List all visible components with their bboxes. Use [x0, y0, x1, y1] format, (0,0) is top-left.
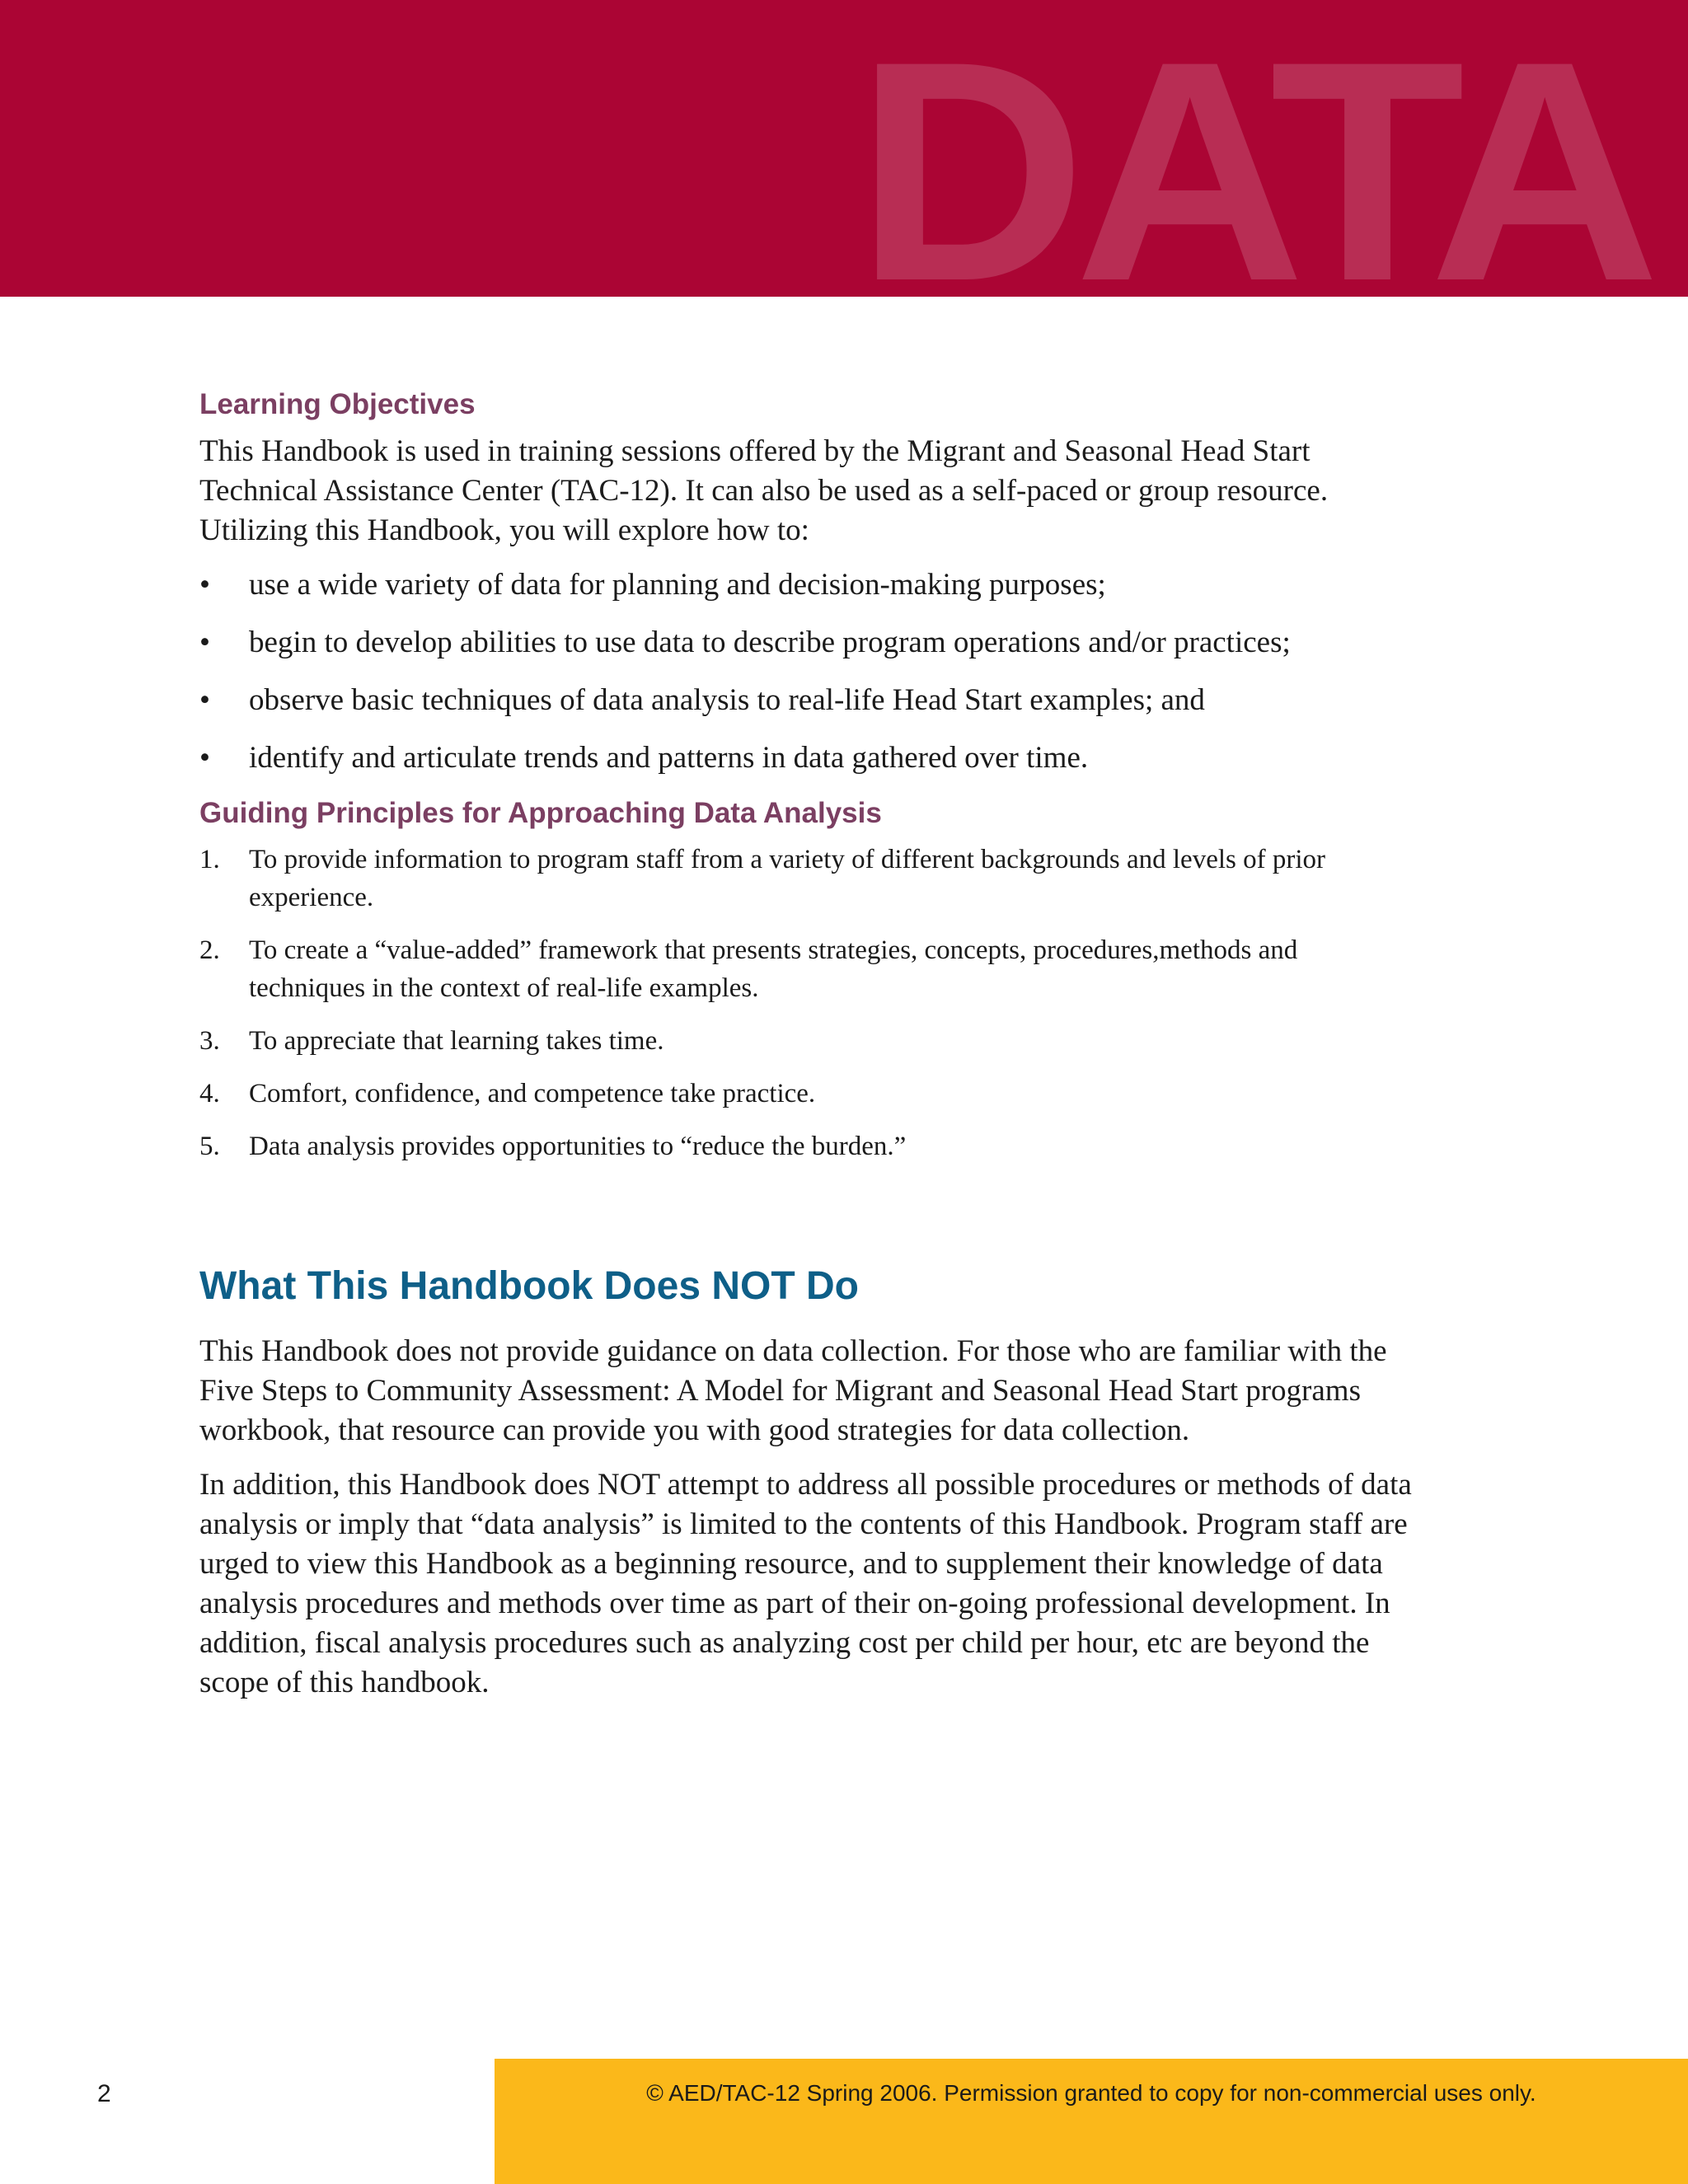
footer-bar [495, 2059, 1688, 2184]
copyright-notice: © AED/TAC-12 Spring 2006. Permission granted to copy for non-commercial uses only. [646, 2080, 1536, 2106]
list-item [199, 1022, 1419, 1060]
principles-list [199, 841, 1419, 1165]
list-number: 5. [199, 1132, 220, 1161]
list-item-text: Comfort, confidence, and competence take practice. [249, 1079, 816, 1108]
guiding-principles-heading: Guiding Principles for Approaching Data Analysis [199, 797, 882, 829]
learning-objectives-heading: Learning Objectives [199, 388, 476, 420]
list-item-text: To create a “value-added” framework that presents strategies, concepts, procedures,methods and techniques in the context of real-life examples. [249, 935, 1298, 1003]
list-item-text: identify and articulate trends and patterns in data gathered over time. [249, 741, 1089, 775]
list-item [199, 565, 1419, 605]
bullet-icon: • [199, 568, 210, 602]
list-item [199, 841, 1419, 916]
list-number: 3. [199, 1026, 220, 1056]
list-item [199, 623, 1419, 663]
not-do-paragraph: This Handbook does not provide guidance on data collection. For those who are familiar with the Five Steps to Community Assessment: A Model for Migrant and Seasonal Head Start programs workbook, that resource can provide you with good strategies for data collection. [199, 1333, 1387, 1447]
banner-title: DATA [856, 0, 1648, 297]
list-item [199, 1075, 1419, 1113]
list-item-text: use a wide variety of data for planning and decision-making purposes; [249, 568, 1106, 602]
list-item [199, 931, 1419, 1007]
not-do-heading: What This Handbook Does NOT Do [199, 1264, 859, 1308]
list-number: 1. [199, 845, 220, 874]
list-item [199, 1127, 1419, 1165]
list-item-text: begin to develop abilities to use data to describe program operations and/or practices; [249, 626, 1291, 659]
list-number: 4. [199, 1079, 220, 1108]
list-item-text: To provide information to program staff from a variety of different backgrounds and levels of prior experience. [249, 845, 1325, 912]
page-content [199, 387, 1419, 1718]
list-item-text: observe basic techniques of data analysis to real-life Head Start examples; and [249, 683, 1205, 717]
list-item-text: To appreciate that learning takes time. [249, 1026, 664, 1056]
header-banner [0, 0, 1688, 297]
not-do-paragraph: In addition, this Handbook does NOT attempt to address all possible procedures or methods of data analysis or imply that “data analysis” is limited to the contents of this Handbook. Program staff are urged to view this Handbook as a beginning resource, and to supplement their knowledge of data analysis procedures and methods over time as part of their on-going professional development. In addition, fiscal analysis procedures such as analyzing cost per child per hour, etc are beyond the scope of this handbook. [199, 1467, 1412, 1699]
list-item [199, 738, 1419, 778]
list-item [199, 681, 1419, 720]
list-item-text: Data analysis provides opportunities to “reduce the burden.” [249, 1132, 907, 1161]
objectives-list [199, 565, 1419, 778]
bullet-icon: • [199, 741, 210, 775]
page-number: 2 [97, 2080, 111, 2107]
bullet-icon: • [199, 683, 210, 717]
learning-objectives-intro: This Handbook is used in training sessions offered by the Migrant and Seasonal Head Start Technical Assistance Center (TAC-12). It can also be used as a self-paced or group resource. Utilizing this Handbook, you will explore how to: [199, 434, 1329, 547]
list-number: 2. [199, 935, 220, 965]
bullet-icon: • [199, 626, 210, 659]
